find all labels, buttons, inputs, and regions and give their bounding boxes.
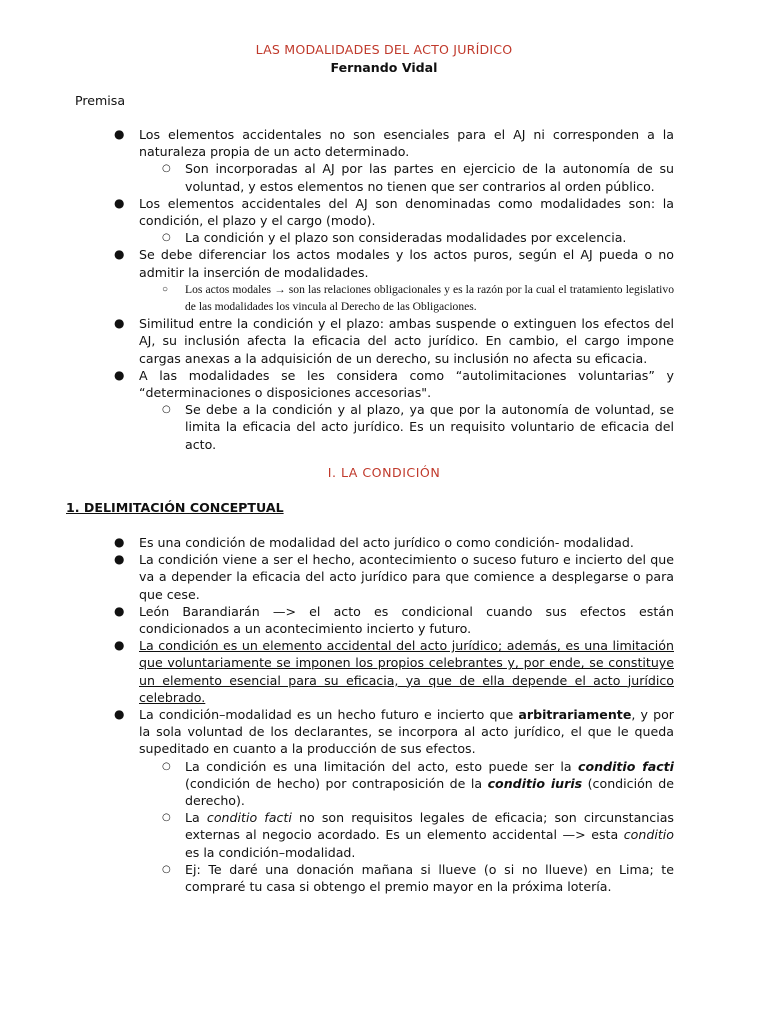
list-item [0, 551, 768, 603]
premise-list [0, 126, 768, 453]
sub-list-item-text: Los actos modales → son las relaciones obligacionales y es la razón por la cual el tratamiento legislativo de las modalidades los vincula al Derecho de las Obligaciones. [185, 282, 674, 314]
italic-term: conditio [623, 827, 674, 843]
underlined-list-item-text: La condición es un elemento accidental del acto jurídico; además, es una limitación que voluntariamente se imponen los propios celebrantes y, por ende, se constituye un elemento esencial para su eficacia, ya que de ella depende el acto jurídico celebrado. [139, 638, 674, 705]
text-part: La [185, 810, 207, 826]
bullet-icon: ● [114, 367, 125, 382]
circle-bullet-icon: ○ [162, 283, 169, 295]
text-part: La condición es una limitación del acto, esto puede ser la [185, 758, 578, 774]
list-item-text: Es una condición de modalidad del acto jurídico o como condición- modalidad. [139, 535, 634, 550]
list-item-text: León Barandiarán —> el acto es condicional cuando sus efectos están condicionados a un acontecimiento incierto y futuro. [139, 603, 674, 637]
bold-term: arbitrariamente [518, 707, 632, 723]
list-item [0, 126, 768, 195]
bullet-icon: ● [114, 127, 125, 141]
sub-list-item-text: La condición y el plazo son consideradas modalidades por excelencia. [185, 230, 627, 246]
bullet-icon: ● [114, 603, 125, 618]
sub-list-item [162, 809, 674, 861]
bold-italic-term: conditio facti [577, 758, 674, 774]
section-title: I. LA CONDICIÓN [327, 465, 441, 480]
text-part: (condición de hecho) por contraposición de la [185, 775, 488, 791]
circle-bullet-icon: ○ [162, 163, 171, 175]
list-item [0, 534, 768, 551]
bullet-icon: ● [114, 638, 125, 653]
section-list [0, 534, 768, 895]
sub-list [139, 281, 674, 315]
subsection-title: 1. DELIMITACIÓN CONCEPTUAL [66, 500, 284, 515]
list-item [0, 603, 768, 637]
sub-list [139, 229, 674, 246]
premise-heading: Premisa [75, 93, 126, 108]
bullet-icon: ● [114, 707, 125, 722]
list-item [0, 706, 768, 895]
bullet-icon: ● [114, 552, 125, 567]
premise-list-container [0, 126, 768, 453]
circle-bullet-icon: ○ [162, 812, 171, 824]
list-item-text: Similitud entre la condición y el plazo: ambas suspende o extinguen los efectos del AJ, su inclusión afecta la eficacia del acto jurídico. En cambio, el cargo impone cargas anexas a la adquisición de un derecho, su inclusión no afecta su eficacia. [139, 316, 674, 366]
italic-term: conditio facti [206, 810, 292, 826]
list-item-text: Los elementos accidentales del AJ son denominadas como modalidades son: la condición, el plazo y el cargo (modo). [139, 195, 674, 229]
list-item [0, 195, 768, 247]
document-title: LAS MODALIDADES DEL ACTO JURÍDICO [255, 42, 513, 57]
sub-list [139, 758, 674, 896]
list-item-text-start: La condición–modalidad es un hecho futuro e incierto que [139, 707, 519, 723]
sub-list-item [162, 758, 674, 810]
list-item [0, 637, 768, 706]
list-item-text: Se debe diferenciar los actos modales y los actos puros, según el AJ pueda o no admitir la inserción de modalidades. [139, 247, 674, 280]
sub-list-item [162, 401, 674, 453]
sub-list [139, 401, 674, 453]
list-item-text-end: , y por la sola voluntad de los declarantes, se incorpora al acto jurídico, el que le queda supeditado en cuanto a la producción de sus efectos. [139, 707, 674, 757]
document-author: Fernando Vidal [330, 60, 438, 75]
list-item-text: La condición viene a ser el hecho, acontecimiento o suceso futuro e incierto del que va a depender la eficacia del acto jurídico para que comience a desplegarse o para que cese. [139, 552, 674, 602]
circle-bullet-icon: ○ [162, 760, 171, 772]
text-part: es la condición–modalidad. [185, 844, 356, 860]
sub-list-item [162, 861, 674, 895]
bold-italic-term: conditio iuris [487, 775, 583, 791]
sub-list-item-text: Ej: Te daré una donación mañana si llueve (o si no llueve) en Lima; te compraré tu casa si obtengo el premio mayor en la próxima lotería. [185, 861, 674, 895]
sub-list-item [162, 160, 674, 194]
text-part: (condición de derecho). [185, 775, 674, 809]
section-list-container [0, 534, 768, 895]
sub-list-item-text: Se debe a la condición y al plazo, ya que por la autonomía de voluntad, se limita la eficacia del acto jurídico. Es un requisito voluntario de eficacia del acto. [185, 402, 674, 452]
sub-list-item [162, 281, 674, 315]
bullet-icon: ● [114, 195, 125, 210]
circle-bullet-icon: ○ [162, 232, 171, 244]
bullet-icon: ● [114, 247, 125, 262]
list-item [0, 315, 768, 367]
text-part: no son requisitos legales de eficacia; son circunstancias externas al negocio acordado. Es un elemento accidental —> esta [185, 810, 674, 843]
bullet-icon: ● [114, 316, 125, 331]
list-item-text: Los elementos accidentales no son esenciales para el AJ ni corresponden a la naturaleza propia de un acto determinado. [139, 127, 674, 160]
list-item-text: A las modalidades se les considera como “autolimitaciones voluntarias” y “determinaciones o disposiciones accesorias". [139, 367, 674, 401]
sub-list-item-text: Son incorporadas al AJ por las partes en ejercicio de la autonomía de su voluntad, y estos elementos no tienen que ser contrarios al orden público. [185, 161, 674, 194]
circle-bullet-icon: ○ [162, 404, 171, 416]
circle-bullet-icon: ○ [162, 863, 171, 875]
bullet-icon: ● [114, 535, 125, 549]
list-item [0, 246, 768, 315]
sub-list [139, 160, 674, 194]
sub-list-item [162, 229, 674, 246]
list-item [0, 367, 768, 453]
